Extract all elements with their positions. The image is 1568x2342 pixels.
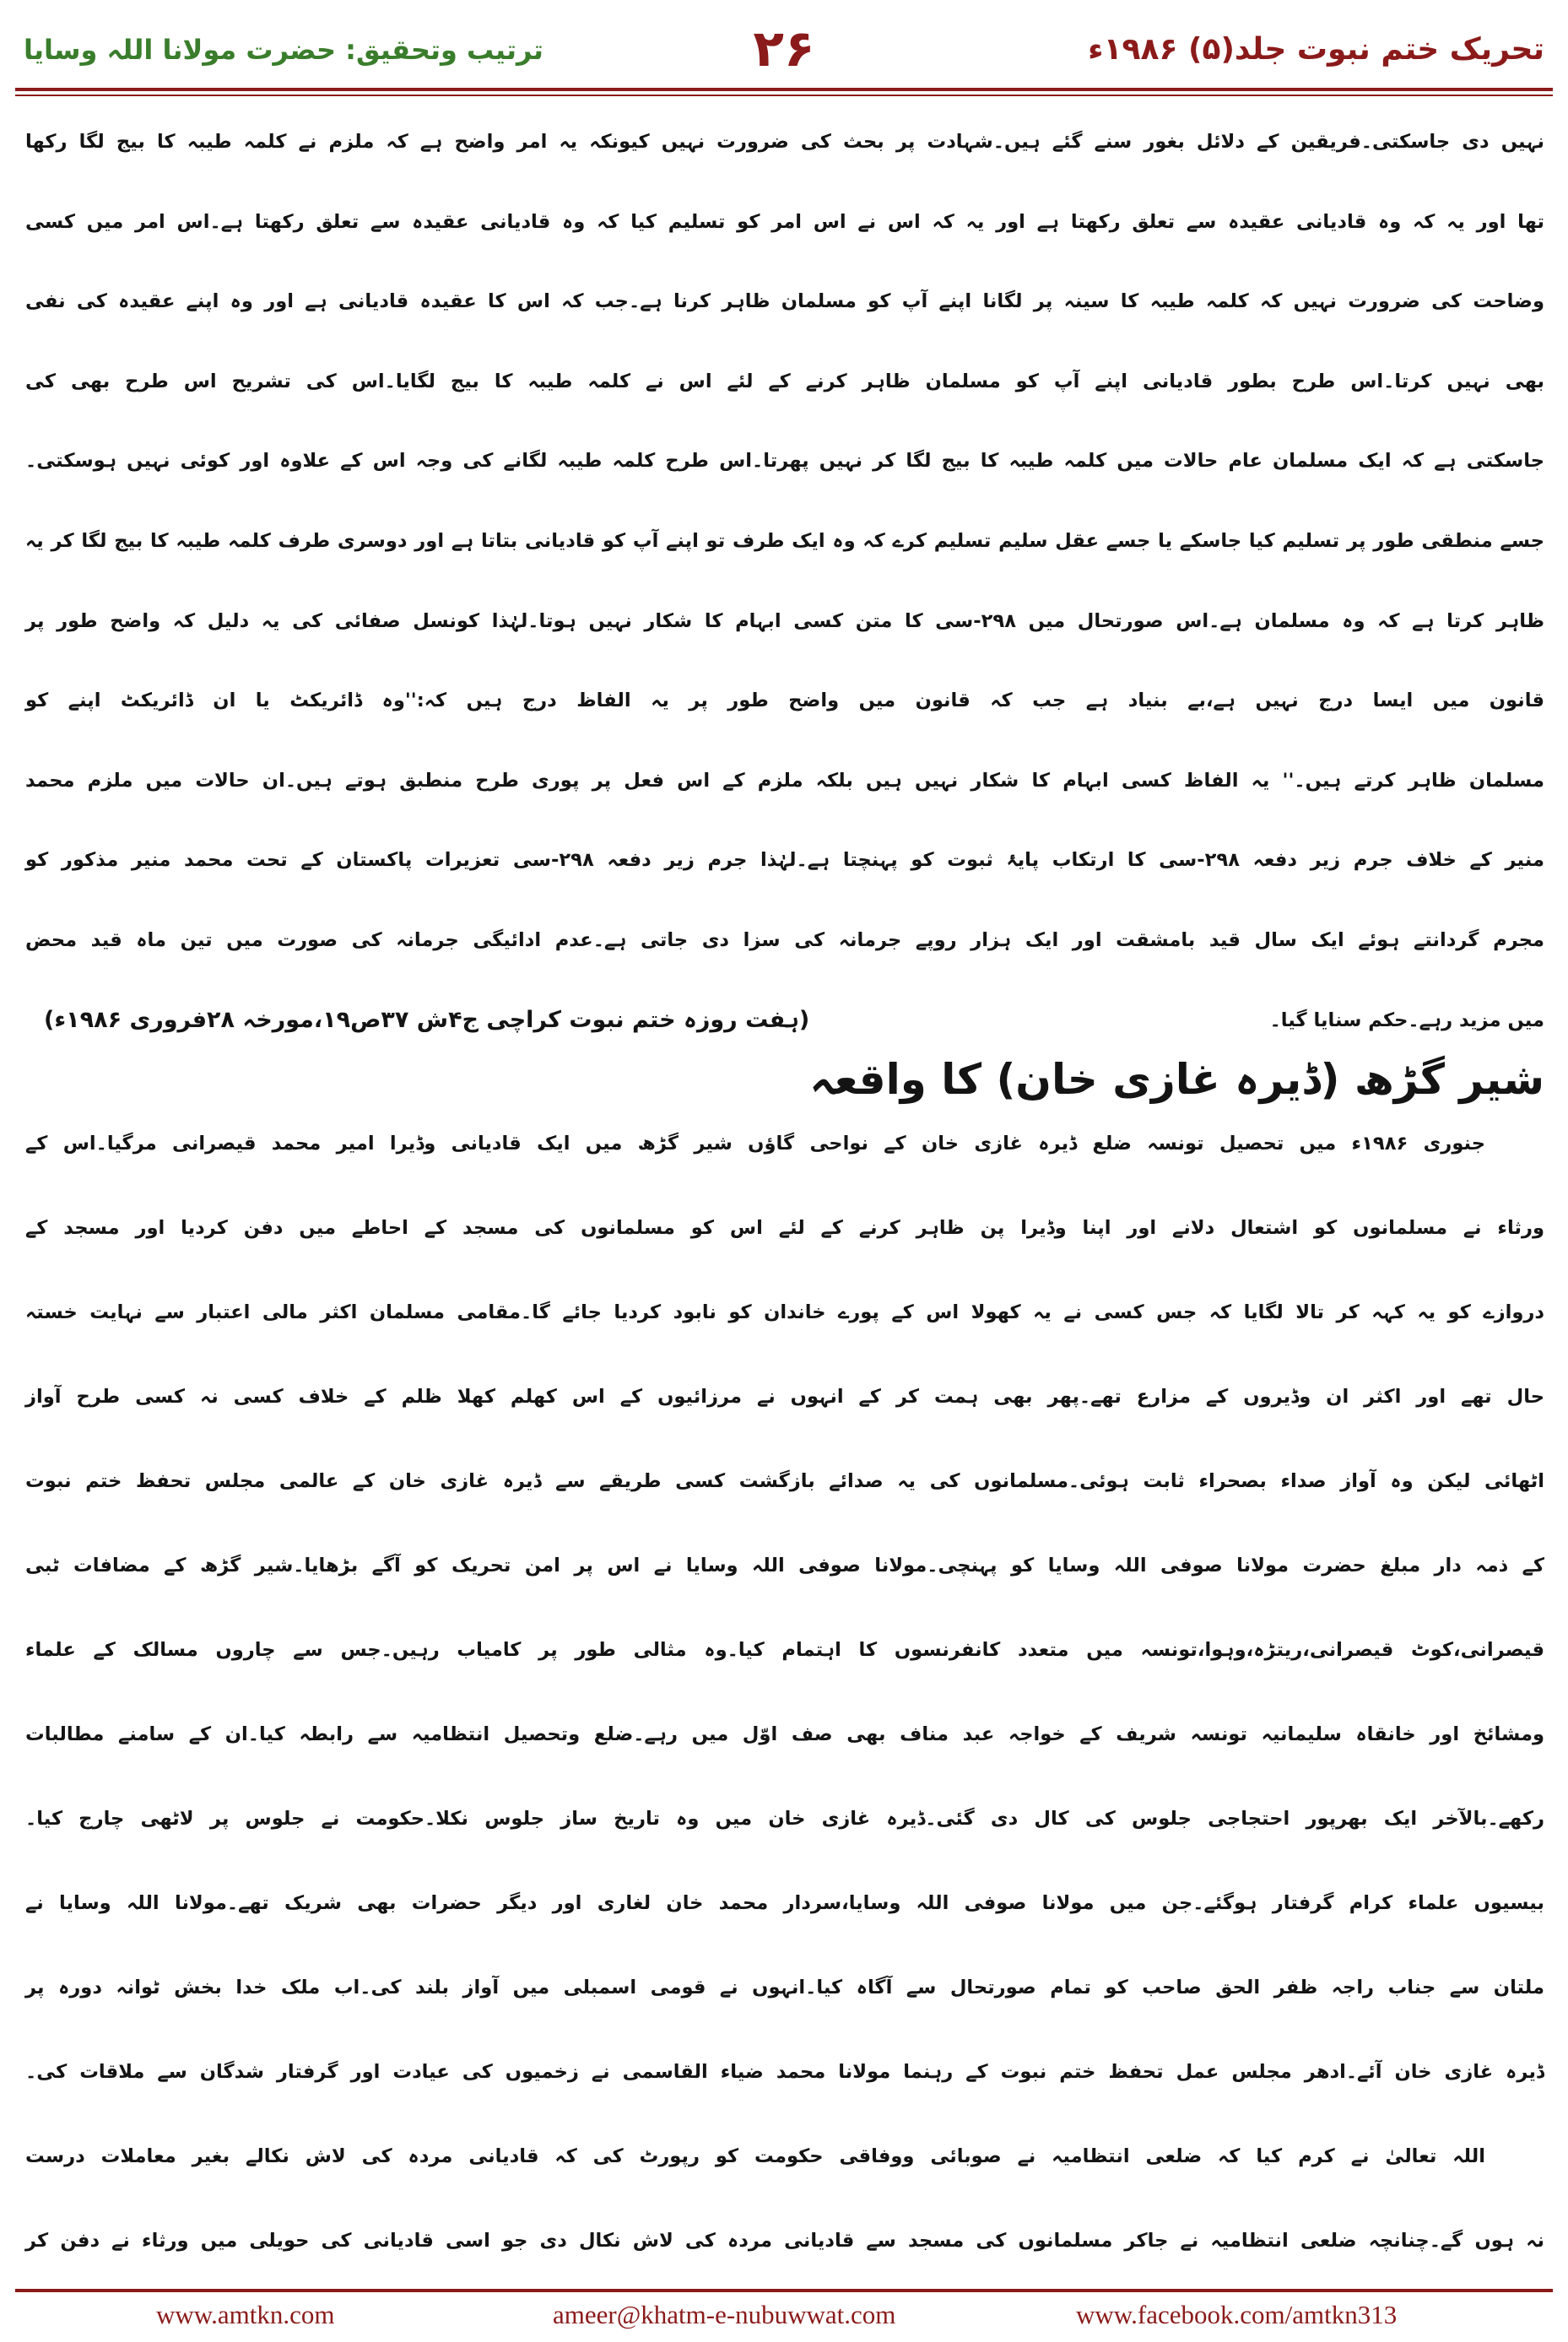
body-line xyxy=(24,1692,1544,1777)
paragraph-sher-garh xyxy=(24,1101,1544,2283)
line-text: مسلمان ظاہر کرتے ہیں۔'' یہ الفاظ کسی ابہام کا شکار نہیں ہیں بلکہ ملزم کے اس فعل پر پوری طرح منطبق ہوتے ہیں۔ان حالات میں ملزم محمد xyxy=(25,769,1544,792)
line-text: بیسیوں علماء کرام گرفتار ہوگئے۔جن میں مولانا صوفی اللہ وسایا،سردار محمد خان لغاری اور دیگر حضرات بھی شریک تھے۔مولانا اللہ وسایا نے xyxy=(25,1892,1544,1914)
section-heading: شیر گڑھ (ڈیرہ غازی خان) کا واقعہ xyxy=(809,1055,1544,1104)
body-line xyxy=(24,1523,1544,1608)
body-line xyxy=(24,2030,1544,2114)
line-text: حال تھے اور اکثر ان وڈیروں کے مزارع تھے۔پھر بھی ہمت کر کے انہوں نے مرزائیوں کے اس کھلم کھلا ظلم کے خلاف کسی نہ کسی طرح آواز xyxy=(25,1386,1544,1408)
line-text: نہ ہوں گے۔چنانچہ ضلعی انتظامیہ نے جاکر مسلمانوں کی مسجد سے قادیانی مردہ کی لاش نکال دی جو اسی قادیانی کی حویلی میں ورثاء نے دفن کر xyxy=(25,2230,1544,2252)
footer-facebook: www.facebook.com/amtkn313 xyxy=(1076,2300,1398,2329)
closing-line xyxy=(24,981,1544,1061)
body-line xyxy=(24,581,1544,662)
line-text: ظاہر کرتا ہے کہ وہ مسلمان ہے۔اس صورتحال میں ۲۹۸-سی کا متن کسی ابہام کا شکار نہیں ہوتا۔لہٰذا کونسل صفائی کی یہ دلیل کہ واضح طور پر xyxy=(25,609,1544,632)
line-text: قانون میں ایسا درج نہیں ہے،بے بنیاد ہے جب کہ قانون میں واضح طور پر یہ الفاظ درج ہیں کہ:''وہ ڈائریکٹ یا ان ڈائریکٹ اپنے کو xyxy=(25,690,1544,712)
body-line xyxy=(24,1439,1544,1523)
body-line xyxy=(24,1270,1544,1355)
footer-rule xyxy=(15,2289,1553,2292)
line-text: تھا اور یہ کہ وہ قادیانی عقیدہ سے تعلق رکھتا ہے اور یہ کہ اس نے اس امر کو تسلیم کیا کہ وہ قادیانی عقیدہ سے تعلق رکھتا ہے۔اس امر میں کسی xyxy=(25,210,1544,233)
line-text: رکھے۔بالآخر ایک بھرپور احتجاجی جلوس کی کال دی گئی۔ڈیرہ غازی خان میں وہ تاریخ ساز جلوس نکلا۔حکومت نے جلوس پر لاٹھی چارج کیا۔ xyxy=(25,1808,1544,1830)
footer-email: ameer@khatm-e-nubuwwat.com xyxy=(553,2300,896,2329)
body-line xyxy=(24,1861,1544,1945)
body-line xyxy=(24,262,1544,342)
body-line xyxy=(24,2199,1544,2283)
body-line xyxy=(24,342,1544,422)
line-text: جسے منطقی طور پر تسلیم کیا جاسکے یا جسے عقل سلیم تسلیم کرے کہ وہ ایک طرف تو اپنے آپ کو قادیانی بتاتا ہے اور دوسری طرف کلمہ طیبہ کا بیج لگا کر یہ xyxy=(25,529,1544,552)
body-line xyxy=(24,2114,1485,2199)
line-text: ورثاء نے مسلمانوں کو اشتعال دلانے اور اپنا وڈیرا پن ظاہر کرنے کے لئے اس کو مسلمانوں کی مسجد کے احاطے میں دفن کردیا اور مسجد کے xyxy=(25,1217,1544,1239)
book-title-header: تحریک ختم نبوت جلد(۵) ۱۹۸۶ء xyxy=(1088,32,1544,67)
body-line xyxy=(24,1101,1485,1186)
line-text: وضاحت کی ضرورت نہیں کہ کلمہ طیبہ کا سینہ پر لگانا اپنے آپ کو مسلمان ظاہر کرنا ہے۔جب کہ اس کا عقیدہ قادیانی ہے اور وہ اپنے عقیدہ کی نفی xyxy=(25,290,1544,313)
body-line xyxy=(24,421,1544,501)
line-text: نہیں دی جاسکتی۔فریقین کے دلائل بغور سنے گئے ہیں۔شہادت پر بحث کی ضرورت نہیں کیونکہ یہ امر واضح ہے کہ ملزم نے کلمہ طیبہ کا بیج لگا رکھا xyxy=(25,131,1544,153)
body-line xyxy=(24,1355,1544,1439)
body-line xyxy=(24,741,1544,821)
line-text: ڈیرہ غازی خان آئے۔ادھر مجلس عمل تحفظ ختم نبوت کے رہنما مولانا محمد ضیاء القاسمی نے زخمیوں کی عیادت اور گرفتار شدگان سے ملاقات کی۔ xyxy=(25,2061,1544,2083)
body-line xyxy=(24,1777,1544,1861)
body-line xyxy=(24,661,1544,741)
line-text: جنوری ۱۹۸۶ء میں تحصیل تونسہ ضلع ڈیرہ غازی خان کے نواحی گاؤں شیر گڑھ میں ایک قادیانی وڈیرا امیر محمد قیصرانی مرگیا۔اس کے xyxy=(25,1133,1485,1155)
body-line xyxy=(24,1945,1544,2030)
line-text: ومشائخ اور خانقاہ سلیمانیہ تونسہ شریف کے خواجہ عبد مناف بھی صف اوّل میں رہے۔ضلع وتحصیل انتظامیہ سے رابطہ کیا۔ان کے سامنے مطالبات xyxy=(25,1723,1544,1745)
source-citation: (ہفت روزہ ختم نبوت کراچی ج۴ش ۳۷ص۱۹،مورخہ ۲۸فروری ۱۹۸۶ء) xyxy=(44,1006,810,1033)
body-line xyxy=(24,1608,1544,1692)
line-text: مجرم گردانتے ہوئے ایک سال قید بامشقت اور ایک ہزار روپے جرمانہ کی سزا دی جاتی ہے۔عدم ادائیگی جرمانہ کی صورت میں تین ماہ قید محض xyxy=(25,928,1544,951)
body-line xyxy=(24,501,1544,581)
footer-website: www.amtkn.com xyxy=(156,2300,335,2329)
body-line xyxy=(24,820,1544,901)
header-rule-thin xyxy=(15,95,1553,96)
line-text: اٹھائی لیکن وہ آواز صداء بصحراء ثابت ہوئی۔مسلمانوں کی یہ صدائے بازگشت کسی طریقے سے ڈیرہ غازی خان کے عالمی مجلس تحفظ ختم نبوت xyxy=(25,1470,1544,1492)
line-text: ملتان سے جناب راجہ ظفر الحق صاحب کو تمام صورتحال سے آگاہ کیا۔انہوں نے قومی اسمبلی میں آواز بلند کی۔اب ملک خدا بخش ٹوانہ دورہ پر xyxy=(25,1977,1544,1999)
line-text: کے ذمہ دار مبلغ حضرت مولانا صوفی اللہ وسایا کو پہنچی۔مولانا صوفی اللہ وسایا نے اس پر امن تحریک کو آگے بڑھایا۔شیر گڑھ کے مضافات ٹبی xyxy=(25,1555,1544,1577)
line-text: قیصرانی،کوٹ قیصرانی،ریتڑہ،وہوا،تونسہ میں متعدد کانفرنسوں کا اہتمام کیا۔وہ مثالی طور پر کامیاب رہیں۔جس سے چاروں مسالک کے علماء xyxy=(25,1639,1544,1661)
line-text: بھی نہیں کرتا۔اس طرح بطور قادیانی اپنے آپ کو مسلمان ظاہر کرنے کے لئے اس نے کلمہ طیبہ کا بیج لگایا۔اس کی تشریح اس طرح بھی کی xyxy=(25,370,1544,392)
compiler-credit: ترتیب وتحقیق: حضرت مولانا اللہ وسایا xyxy=(24,34,543,66)
header-rule xyxy=(15,88,1553,91)
line-text: دروازے کو یہ کہہ کر تالا لگایا کہ جس کسی نے یہ کھولا اس کے پورے خاندان کو نابود کردیا جائے گا۔مقامی مسلمان اکثر مالی اعتبار سے نہایت خستہ xyxy=(25,1301,1544,1323)
body-line xyxy=(24,102,1544,182)
line-text: منیر کے خلاف جرم زیر دفعہ ۲۹۸-سی کا ارتکاب پایۂ ثبوت کو پہنچتا ہے۔لہٰذا جرم زیر دفعہ ۲۹۸-سی تعزیرات پاکستان کے تحت محمد منیر مذکور کو xyxy=(25,849,1544,872)
paragraph-judgment xyxy=(24,102,1544,1060)
body-line xyxy=(24,901,1544,981)
line-text: اللہ تعالیٰ نے کرم کیا کہ ضلعی انتظامیہ نے صوبائی ووفاقی حکومت کو رپورٹ کی کہ قادیانی مردہ کی لاش نکالے بغیر معاملات درست xyxy=(25,2145,1485,2167)
body-line xyxy=(24,1186,1544,1270)
page-number: ۲۶ xyxy=(753,19,815,78)
line-text: جاسکتی ہے کہ ایک مسلمان عام حالات میں کلمہ طیبہ کا بیج لگا کر نہیں پھرتا۔اس طرح کلمہ طیبہ لگانے کی وجہ اس کے علاوہ اور کوئی نہیں ہوسکتی۔ xyxy=(25,450,1544,473)
line-text: میں مزید رہے۔حکم سنایا گیا۔ xyxy=(1269,1009,1544,1031)
body-line xyxy=(24,182,1544,262)
